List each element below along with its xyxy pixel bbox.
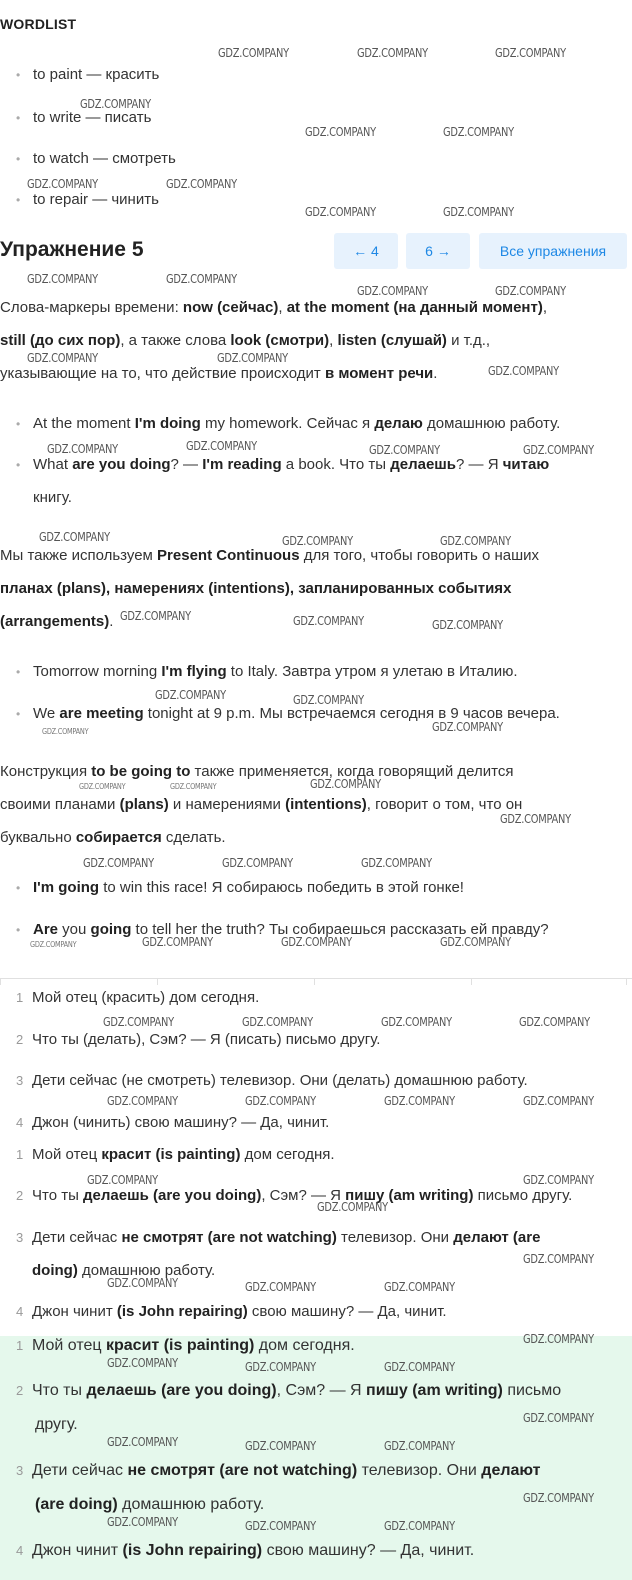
exercise-title: Упражнение 5 <box>0 238 144 261</box>
watermark-text: GDZ.COMPANY <box>357 284 428 298</box>
watermark-text: GDZ.COMPANY <box>369 443 440 457</box>
next-exercise-button[interactable]: 6 → <box>406 233 470 269</box>
watermark-text: GDZ.COMPANY <box>384 1519 455 1533</box>
watermark-text: GDZ.COMPANY <box>357 46 428 60</box>
watermark-text: GDZ.COMPANY <box>523 1173 594 1187</box>
theory-paragraph-line: Слова-маркеры времени: now (сейчас), at the moment (на данный момент), <box>0 299 548 316</box>
watermark-text: GDZ.COMPANY <box>27 351 98 365</box>
watermark-text: GDZ.COMPANY <box>523 1252 594 1266</box>
watermark-text: GDZ.COMPANY <box>523 1332 594 1346</box>
example-item: • Tomorrow morning I'm flying to Italy. Завтра утром я улетаю в Италию. <box>16 663 518 680</box>
watermark-text: GDZ.COMPANY <box>245 1360 316 1374</box>
example-item: • We are meeting tonight at 9 p.m. Мы встречаемся сегодня в 9 часов вечера. <box>16 705 560 722</box>
wordlist-item: • to repair — чинить <box>16 191 159 208</box>
answer-item: 2 Что ты делаешь (are you doing), Сэм? — Я пишу (am writing) письмо другу. <box>16 1187 573 1204</box>
example-item: • What are you doing? — I'm reading a book. Что ты делаешь? — Я читаю <box>16 456 550 473</box>
watermark-text: GDZ.COMPANY <box>500 812 571 826</box>
highlighted-answer-item-continued: другу. <box>35 1416 78 1433</box>
watermark-text: GDZ.COMPANY <box>282 534 353 548</box>
example-item-continued: книгу. <box>33 489 72 506</box>
watermark-text: GDZ.COMPANY <box>155 688 226 702</box>
watermark-text: GDZ.COMPANY <box>432 618 503 632</box>
theory-paragraph-line: Мы также используем Present Continuous для того, чтобы говорить о наших <box>0 547 540 564</box>
watermark-text: GDZ.COMPANY <box>317 1200 388 1214</box>
watermark-text: GDZ.COMPANY <box>27 272 98 286</box>
answer-item: 1 Мой отец красит (is painting) дом сегодня. <box>16 1146 335 1163</box>
highlighted-answer-item: 4 Джон чинит (is John repairing) свою машину? — Да, чинит. <box>16 1542 475 1559</box>
watermark-text: GDZ.COMPANY <box>381 1015 452 1029</box>
watermark-text: GDZ.COMPANY <box>523 443 594 457</box>
watermark-text: GDZ.COMPANY <box>107 1356 178 1370</box>
wordlist-title: WORDLIST <box>0 16 77 32</box>
watermark-text: GDZ.COMPANY <box>87 1173 158 1187</box>
watermark-text: GDZ.COMPANY <box>523 1491 594 1505</box>
watermark-text: GDZ.COMPANY <box>218 46 289 60</box>
example-item: • I'm going to win this race! Я собираюсь победить в этой гонке! <box>16 879 464 896</box>
all-exercises-button[interactable]: Все упражнения <box>479 233 627 269</box>
watermark-text: GDZ.COMPANY <box>170 782 217 791</box>
example-item: • At the moment I'm doing my homework. Сейчас я делаю домашнюю работу. <box>16 415 561 432</box>
highlighted-answer-item: 2 Что ты делаешь (are you doing), Сэм? — Я пишу (am writing) письмо <box>16 1382 562 1399</box>
theory-paragraph-line: буквально собирается сделать. <box>0 829 226 846</box>
watermark-text: GDZ.COMPANY <box>495 284 566 298</box>
wordlist-item: • to write — писать <box>16 109 152 126</box>
watermark-text: GDZ.COMPANY <box>217 351 288 365</box>
watermark-text: GDZ.COMPANY <box>281 935 352 949</box>
watermark-text: GDZ.COMPANY <box>384 1280 455 1294</box>
task-item: 1 Мой отец (красить) дом сегодня. <box>16 989 260 1006</box>
watermark-text: GDZ.COMPANY <box>384 1360 455 1374</box>
theory-paragraph-line: своими планами (plans) и намерениями (intentions), говорит о том, что он <box>0 796 523 813</box>
watermark-text: GDZ.COMPANY <box>384 1439 455 1453</box>
watermark-text: GDZ.COMPANY <box>245 1439 316 1453</box>
wordlist-item: • to paint — красить <box>16 66 160 83</box>
prev-exercise-button[interactable]: ← 4 <box>334 233 398 269</box>
highlighted-answer-item-continued: (are doing) домашнюю работу. <box>35 1496 265 1513</box>
watermark-text: GDZ.COMPANY <box>432 720 503 734</box>
watermark-text: GDZ.COMPANY <box>443 125 514 139</box>
watermark-text: GDZ.COMPANY <box>242 1015 313 1029</box>
watermark-text: GDZ.COMPANY <box>27 177 98 191</box>
watermark-text: GDZ.COMPANY <box>495 46 566 60</box>
watermark-text: GDZ.COMPANY <box>440 534 511 548</box>
section-divider <box>0 978 632 986</box>
watermark-text: GDZ.COMPANY <box>361 856 432 870</box>
watermark-text: GDZ.COMPANY <box>245 1280 316 1294</box>
watermark-text: GDZ.COMPANY <box>245 1519 316 1533</box>
theory-paragraph-line: still (до сих пор), а также слова look (смотри), listen (слушай) и т.д., <box>0 332 491 349</box>
answer-item: 4 Джон чинит (is John repairing) свою машину? — Да, чинит. <box>16 1303 447 1320</box>
watermark-text: GDZ.COMPANY <box>166 177 237 191</box>
watermark-text: GDZ.COMPANY <box>293 693 364 707</box>
answer-item-continued: doing) домашнюю работу. <box>32 1262 216 1279</box>
example-item: • Are you going to tell her the truth? Ты собираешься рассказать ей правду? <box>16 921 549 938</box>
watermark-text: GDZ.COMPANY <box>293 614 364 628</box>
watermark-text: GDZ.COMPANY <box>186 439 257 453</box>
task-item: 2 Что ты (делать), Сэм? — Я (писать) письмо другу. <box>16 1031 381 1048</box>
wordlist-item: • to watch — смотреть <box>16 150 176 167</box>
watermark-text: GDZ.COMPANY <box>245 1094 316 1108</box>
highlighted-answer-item: 3 Дети сейчас не смотрят (are not watching) телевизор. Они делают <box>16 1462 541 1479</box>
watermark-text: GDZ.COMPANY <box>384 1094 455 1108</box>
watermark-text: GDZ.COMPANY <box>440 935 511 949</box>
watermark-text: GDZ.COMPANY <box>443 205 514 219</box>
theory-paragraph-line: планах (plans), намерениях (intentions), запланированных событиях <box>0 580 512 597</box>
watermark-text: GDZ.COMPANY <box>39 530 110 544</box>
watermark-text: GDZ.COMPANY <box>79 782 126 791</box>
watermark-text: GDZ.COMPANY <box>42 727 89 736</box>
watermark-text: GDZ.COMPANY <box>107 1515 178 1529</box>
watermark-text: GDZ.COMPANY <box>120 609 191 623</box>
watermark-text: GDZ.COMPANY <box>523 1411 594 1425</box>
watermark-text: GDZ.COMPANY <box>523 1094 594 1108</box>
highlighted-answer-item: 1 Мой отец красит (is painting) дом сегодня. <box>16 1337 355 1354</box>
watermark-text: GDZ.COMPANY <box>107 1276 178 1290</box>
task-item: 3 Дети сейчас (не смотреть) телевизор. Они (делать) домашнюю работу. <box>16 1072 528 1089</box>
watermark-text: GDZ.COMPANY <box>310 777 381 791</box>
watermark-text: GDZ.COMPANY <box>80 97 151 111</box>
theory-paragraph-line: Конструкция to be going to также применяется, когда говорящий делится <box>0 763 514 780</box>
watermark-text: GDZ.COMPANY <box>142 935 213 949</box>
watermark-text: GDZ.COMPANY <box>519 1015 590 1029</box>
watermark-text: GDZ.COMPANY <box>83 856 154 870</box>
watermark-text: GDZ.COMPANY <box>305 205 376 219</box>
theory-paragraph-line: (arrangements). <box>0 613 114 630</box>
task-item: 4 Джон (чинить) свою машину? — Да, чинит. <box>16 1114 330 1131</box>
watermark-text: GDZ.COMPANY <box>166 272 237 286</box>
watermark-text: GDZ.COMPANY <box>107 1094 178 1108</box>
watermark-text: GDZ.COMPANY <box>30 940 77 949</box>
watermark-text: GDZ.COMPANY <box>305 125 376 139</box>
theory-paragraph-line: указывающие на то, что действие происходит в момент речи. <box>0 365 438 382</box>
watermark-text: GDZ.COMPANY <box>222 856 293 870</box>
watermark-text: GDZ.COMPANY <box>47 442 118 456</box>
watermark-text: GDZ.COMPANY <box>488 364 559 378</box>
answer-item: 3 Дети сейчас не смотрят (are not watching) телевизор. Они делают (are <box>16 1229 541 1246</box>
watermark-text: GDZ.COMPANY <box>103 1015 174 1029</box>
watermark-text: GDZ.COMPANY <box>107 1435 178 1449</box>
